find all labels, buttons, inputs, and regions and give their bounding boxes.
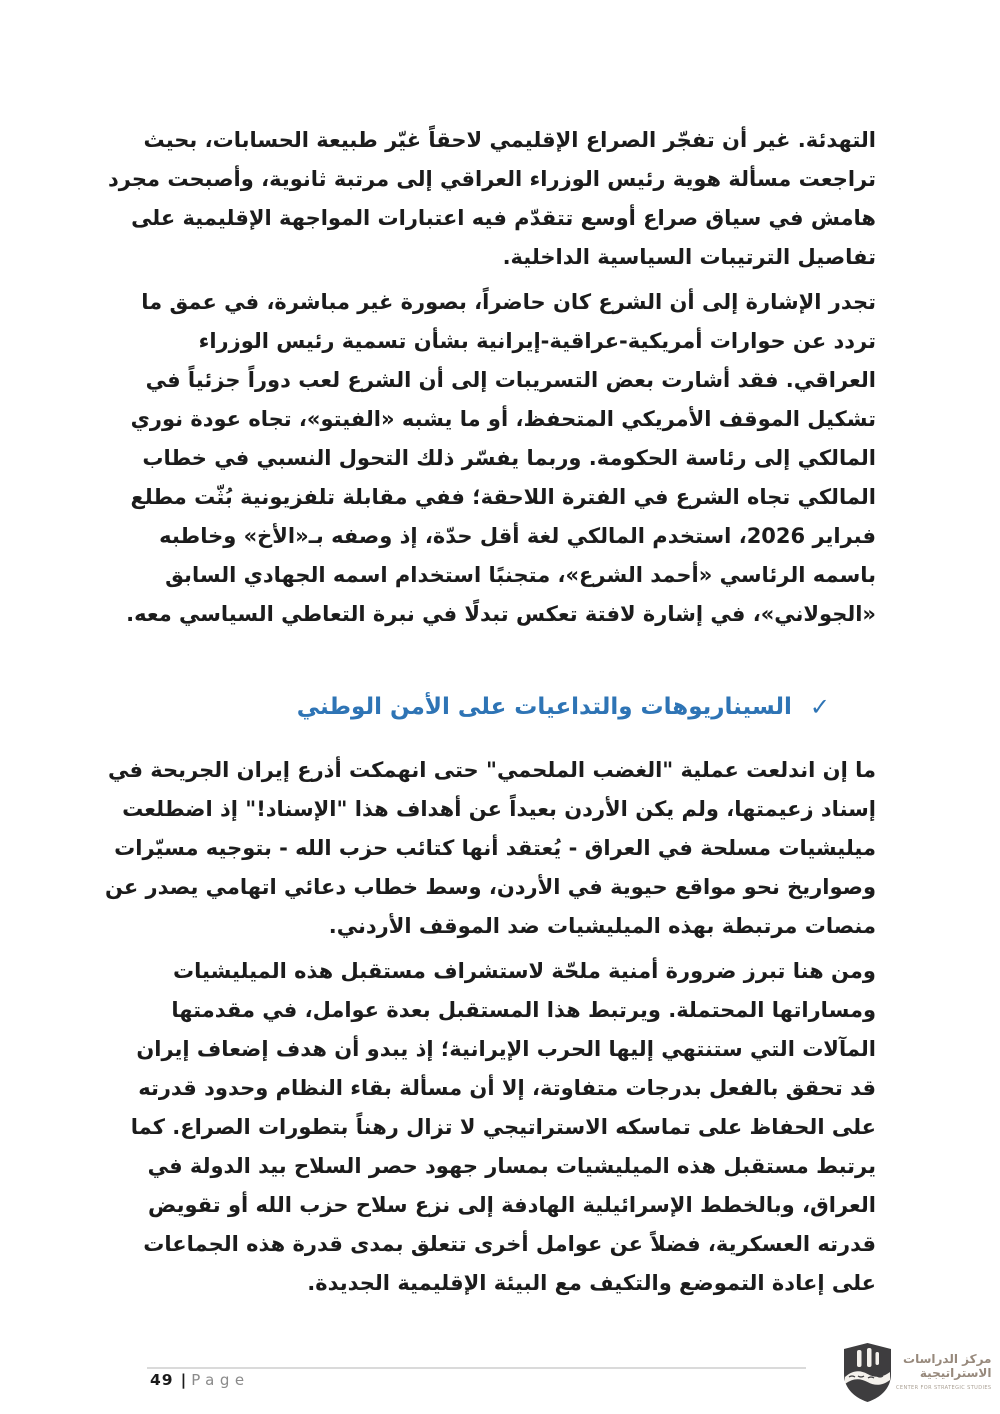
paragraph: التهدئة. غير أن تفجّر الصراع الإقليمي لاحقاً غيّر طبيعة الحسابات، بحيث تراجعت مسألة هوية رئيس الوزراء العراقي إلى مرتبة ثانوية، وأصبحت مجرد هامش في سياق صراع أوسع تتقدّم فيه اعتبارات المواجهة الإقليمية على تفاصيل الترتيبات السياسية الداخلية. — [108, 128, 876, 269]
paragraph: ومن هنا تبرز ضرورة أمنية ملحّة لاستشراف مستقبل هذه الميليشيات ومساراتها المحتملة. ويرتبط هذا المستقبل بعدة عوامل، في مقدمتها المآلات التي ستنتهي إليها الحرب الإيرانية؛ إذ يبدو أن هدف إضعاف إيران قد تحقق بالفعل بدرجات متفاوتة، إلا أن مسألة بقاء النظام وحدود قدرته على الحفاظ على تماسكه الاستراتيجي لا تزال رهناً بتطورات الصراع. كما يرتبط مستقبل هذه الميليشيات بمسار جهود حصر السلاح بيد الدولة في العراق، وبالخطط الإسرائيلية الهادفة إلى نزع سلاح حزب الله أو تقويض قدرته العسكرية، فضلاً عن عوامل أخرى تتعلق بمدى قدرة هذه الجماعات على إعادة التموضع والتكيف مع البيئة الإقليمية الجديدة. — [130, 959, 876, 1295]
page-number: 49 — [150, 1371, 174, 1389]
org-logo — [844, 1343, 991, 1406]
shield-logo-icon — [844, 1343, 891, 1406]
org-name-arabic-line2: الاستراتيجية — [919, 1365, 992, 1380]
page-footer — [150, 1371, 250, 1389]
section-heading-label: السيناريوهات والتداعيات على الأمن الوطني — [296, 694, 792, 720]
page-word: Page — [191, 1371, 250, 1389]
paragraph: ما إن اندلعت عملية "الغضب الملحمي" حتى انهمكت أذرع إيران الجريحة في إسناد زعيمتها، ولم يكن الأردن بعيداً عن أهداف هذا "الإسناد!" إذ اضطلعت ميليشيات مسلحة في العراق - يُعتقد أنها كتائب حزب الله - بتوجيه مسيّرات وصواريخ نحو مواقع حيوية في الأردن، وسط خطاب دعائي اتهامي يصدر عن منصات مرتبطة بهذه الميليشيات ضد الموقف الأردني. — [104, 758, 876, 938]
org-name-english: CENTER FOR STRATEGIC STUDIES — [896, 1385, 992, 1392]
paragraph: تجدر الإشارة إلى أن الشرع كان حاضراً، بصورة غير مباشرة، في عمق ما تردد عن حوارات أمريكية-عراقية-إيرانية بشأن تسمية رئيس الوزراء العراقي. فقد أشارت بعض التسريبات إلى أن الشرع لعب دوراً جزئياً في تشكيل الموقف الأمريكي المتحفظ، أو ما يشبه «الفيتو»، تجاه عودة نوري المالكي إلى رئاسة الحكومة. وربما يفسّر ذلك التحول النسبي في خطاب المالكي تجاه الشرع في الفترة اللاحقة؛ ففي مقابلة تلفزيونية بُثّت مطلع فبراير 2026، استخدم المالكي لغة أقل حدّة، إذ وصفه بـ«الأخ» وخاطبه باسمه الرئاسي «أحمد الشرع»، متجنبًا استخدام اسمه الجهادي السابق «الجولاني»، في إشارة لافتة تعكس تبدلًا في نبرة التعاطي السياسي معه. — [126, 290, 876, 626]
footer-divider — [147, 1367, 806, 1369]
org-name-block — [896, 1353, 991, 1396]
org-name-arabic-line1: مركز الدراسات — [903, 1352, 992, 1367]
article-body — [105, 121, 876, 1309]
section-heading — [105, 688, 876, 725]
footer-separator: | — [180, 1371, 187, 1389]
checkmark-icon: ✓ — [809, 693, 830, 721]
